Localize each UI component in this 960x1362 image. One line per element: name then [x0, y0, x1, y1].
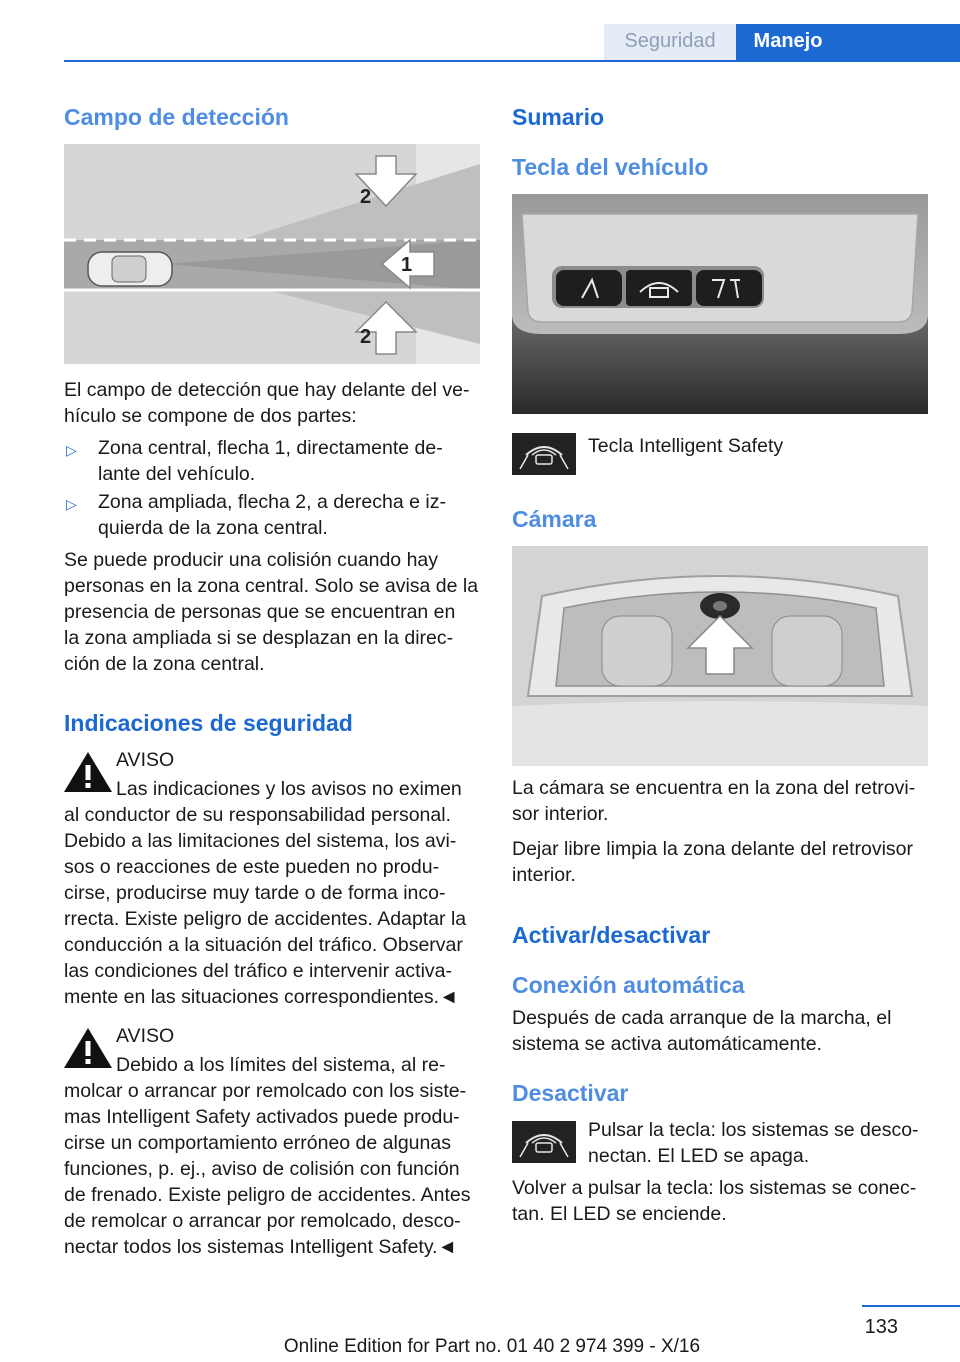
triangle-right-icon: ▷: [66, 496, 77, 512]
text-line: de frenado. Existe peligro de accidentes. Antes: [64, 1184, 471, 1206]
page-number: 133: [864, 1316, 898, 1338]
text-line: nectan. El LED se apaga.: [588, 1145, 810, 1167]
detection-heading: Campo de detección: [64, 104, 289, 130]
text-line: cirse un comportamiento erróneo de algunas: [64, 1132, 451, 1154]
text-line: mas Intelligent Safety activados puede produ-: [64, 1106, 460, 1128]
safety-heading: Indicaciones de seguridad: [64, 710, 353, 736]
text-line: las condiciones del tráfico e intervenir activa-: [64, 960, 453, 982]
deactivate-heading: Desactivar: [512, 1080, 629, 1106]
text-line: de remolcar o arrancar por remolcado, desco-: [64, 1210, 461, 1232]
header-tab-active[interactable]: Manejo: [753, 30, 823, 52]
text-line: cirse, producirse muy tarde o de forma inco-: [64, 882, 446, 904]
text-line: rrecta. Existe peligro de accidentes. Adaptar la: [64, 908, 467, 930]
warning-1-first-line: Las indicaciones y los avisos no eximen: [116, 778, 462, 800]
detection-field-figure: [64, 144, 480, 364]
text-line: interior.: [512, 864, 576, 886]
vehicle-key-figure: [512, 194, 928, 414]
text-line: lante del vehículo.: [98, 463, 256, 485]
text-line: Dejar libre limpia la zona delante del retrovisor: [512, 838, 914, 860]
text-line: tan. El LED se enciende.: [512, 1203, 727, 1225]
text-line: nectar todos los sistemas Intelligent Safety.◄: [64, 1236, 457, 1258]
intelligent-safety-icon: [512, 1121, 576, 1163]
text-line: presencia de personas que se encuentran en: [64, 601, 456, 623]
text-line: La cámara se encuentra en la zona del retrovi-: [512, 777, 916, 799]
text-line: molcar o arrancar por remolcado con los siste-: [64, 1080, 467, 1102]
text-line: Pulsar la tecla: los sistemas se desco-: [588, 1119, 919, 1141]
text-line: funciones, p. ej., aviso de colisión con función: [64, 1158, 460, 1180]
detection-field-diagram: [64, 144, 480, 364]
detection-intro: [64, 377, 484, 429]
bullet-item: [98, 489, 488, 541]
text-line: personas en la zona central. Solo se avisa de la: [64, 575, 479, 597]
camera-text-1: [512, 775, 942, 827]
text-line: quierda de la zona central.: [98, 517, 328, 539]
camera-text-2: [512, 836, 942, 888]
auto-text: [512, 1005, 942, 1057]
camera-figure: [512, 546, 928, 766]
text-line: Se puede producir una colisión cuando hay: [64, 549, 439, 571]
car-icon: [88, 252, 172, 286]
detection-paragraph: [64, 547, 494, 677]
footer-rule: [862, 1305, 960, 1307]
warning-2-first-line: Debido a los límites del sistema, al re-: [116, 1054, 446, 1076]
header-rule: [64, 60, 960, 62]
text-line: El campo de detección que hay delante del ve-: [64, 379, 470, 401]
deactivate-text: [512, 1175, 952, 1227]
deactivate-icon-text: [588, 1117, 938, 1169]
vehicle-key-heading: Tecla del vehículo: [512, 154, 709, 180]
figure-label-arrow-top: 2: [360, 186, 372, 208]
text-line: hículo se compone de dos partes:: [64, 405, 357, 427]
activate-heading: Activar/desactivar: [512, 922, 711, 948]
bullet-item: [98, 435, 488, 487]
triangle-right-icon: ▷: [66, 442, 77, 458]
camera-heading: Cámara: [512, 506, 597, 532]
text-line: sistema se activa automáticamente.: [512, 1033, 822, 1055]
text-line: ción de la zona central.: [64, 653, 265, 675]
figure-label-arrow-bottom: 2: [360, 326, 372, 348]
text-line: la zona ampliada si se desplazan en la direc-: [64, 627, 454, 649]
text-line: Después de cada arranque de la marcha, el: [512, 1007, 892, 1029]
footer-edition: Online Edition for Part no. 01 40 2 974 399 - X/16: [283, 1336, 701, 1357]
text-line: Volver a pulsar la tecla: los sistemas se conec-: [512, 1177, 917, 1199]
text-line: sor interior.: [512, 803, 609, 825]
button-panel-illustration: [512, 194, 928, 414]
warning-triangle-icon: [62, 1026, 114, 1070]
warning-2-title: AVISO: [116, 1025, 175, 1047]
warning-1-title: AVISO: [116, 749, 175, 771]
warning-2-text: [64, 1078, 494, 1260]
text-line: conducción a la situación del tráfico. Observar: [64, 934, 463, 956]
text-line: Zona ampliada, flecha 2, a derecha e iz-: [98, 491, 446, 513]
header-tab-section[interactable]: Seguridad: [624, 30, 716, 52]
text-line: Zona central, flecha 1, directamente de-: [98, 437, 443, 459]
camera-illustration: [512, 546, 928, 766]
summary-heading: Sumario: [512, 104, 605, 130]
text-line: sos o reacciones de este pueden no produ-: [64, 856, 440, 878]
auto-heading: Conexión automática: [512, 972, 745, 998]
text-line: mente en las situaciones correspondientes.◄: [64, 986, 459, 1008]
warning-1-text: [64, 802, 494, 1010]
intelligent-safety-icon: [512, 433, 576, 475]
text-line: al conductor de su responsabilidad personal.: [64, 804, 452, 826]
figure-label-arrow-mid: 1: [401, 254, 413, 276]
text-line: Debido a las limitaciones del sistema, los avi-: [64, 830, 457, 852]
warning-triangle-icon: [62, 750, 114, 794]
key-caption: Tecla Intelligent Safety: [588, 435, 784, 457]
